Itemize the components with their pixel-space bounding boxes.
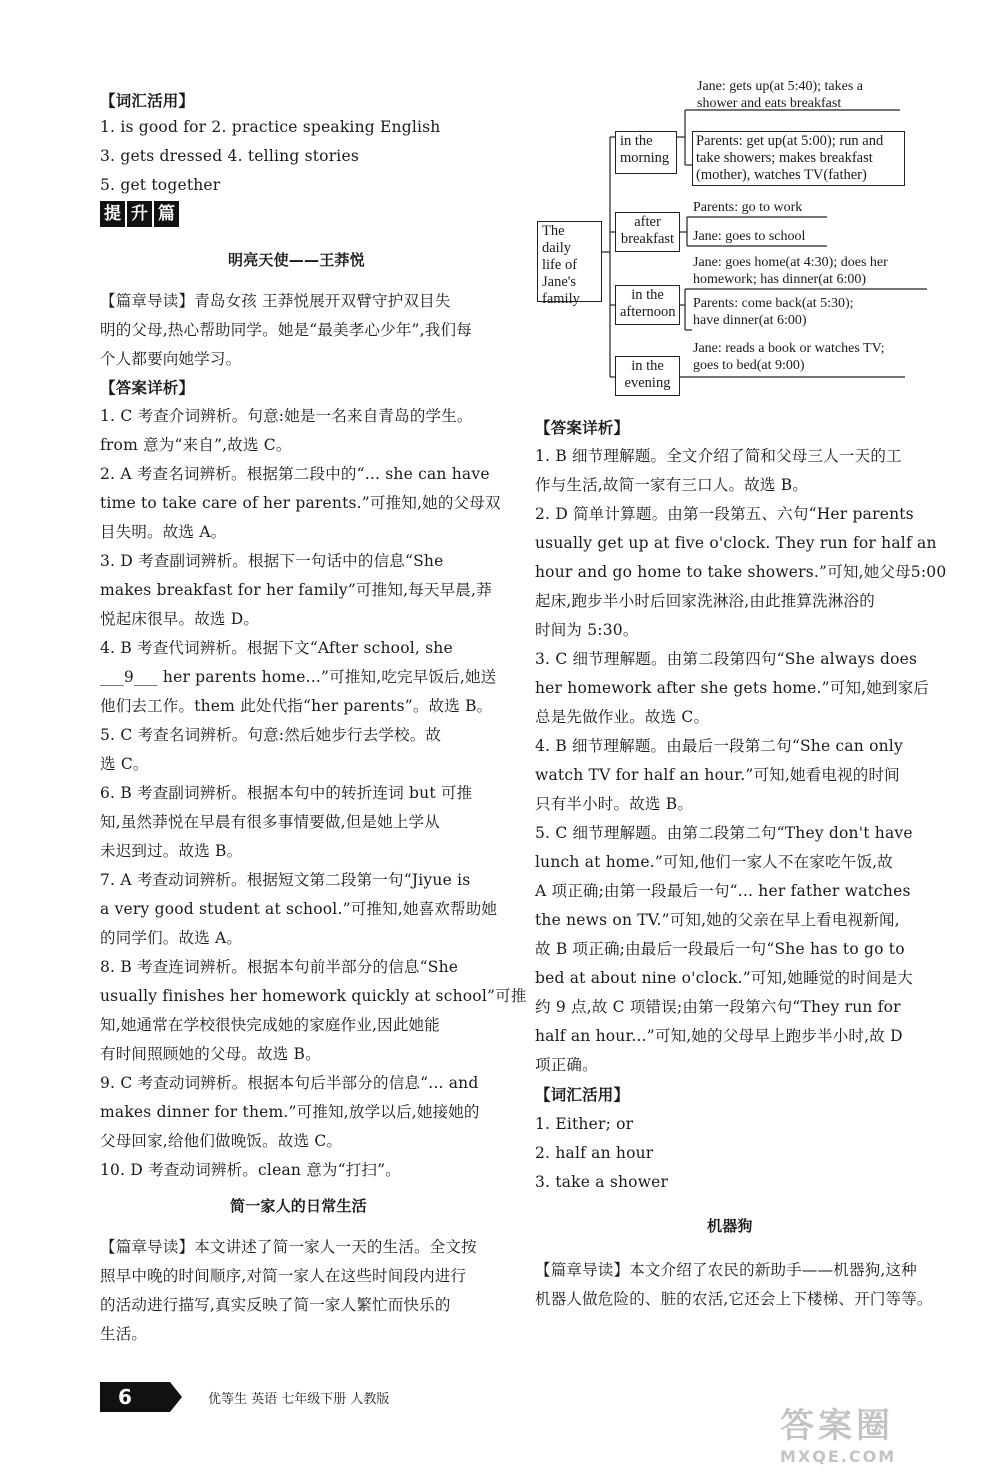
answer-line: 项正确。 xyxy=(535,1056,598,1074)
answer-line: 7. A 考查动词辨析。根据短文第二段第一句“Jiyue is xyxy=(100,871,471,889)
vocab-line: 3. gets dressed 4. telling stories xyxy=(100,147,359,165)
answer-line: 2. A 考查名词辨析。根据第二段中的“... she can have xyxy=(100,465,490,483)
page-number-tag xyxy=(100,1382,182,1412)
story-title: 明亮天使——王莽悦 xyxy=(228,251,365,269)
answer-line: usually finishes her homework quickly at school”可推 xyxy=(100,987,527,1005)
vocab-line: 1. is good for 2. practice speaking English xyxy=(100,118,441,136)
answer-line: ___9___ her parents home...”可推知,吃完早饭后,她送 xyxy=(100,668,497,686)
watermark-main: 答案圈 xyxy=(780,1406,894,1446)
evening-jane-text xyxy=(693,340,885,374)
answer-line: 知,她通常在学校很快完成她的家庭作业,因此她能 xyxy=(100,1016,440,1034)
text-line: Parents: get up(at 5:00); run and xyxy=(696,133,884,149)
banner-char: 篇 xyxy=(154,201,179,227)
footer-book-info: 优等生 英语 七年级下册 人教版 xyxy=(208,1392,390,1407)
answer-line: 3. C 细节理解题。由第二段第四句“She always does xyxy=(535,650,918,668)
answer-line: bed at about nine o'clock.”可知,她睡觉的时间是大 xyxy=(535,969,914,987)
answer-line: 2. D 简单计算题。由第一段第五、六句“Her parents xyxy=(535,505,914,523)
answer-line: 8. B 考查连词辨析。根据本句前半部分的信息“She xyxy=(100,958,459,976)
answer-line: 约 9 点,故 C 项错误;由第一段第六句“They run for xyxy=(535,998,901,1016)
text-line: Jane: goes home(at 4:30); does her xyxy=(693,255,888,270)
root-line: Jane's xyxy=(542,274,577,290)
label-line: in the xyxy=(631,358,664,374)
answer-line: 1. B 细节理解题。全文介绍了简和父母三人一天的工 xyxy=(535,447,902,465)
text-line: Jane: gets up(at 5:40); takes a xyxy=(697,79,864,94)
answer-line: 目失明。故选 A。 xyxy=(100,523,227,541)
answer-line: hour and go home to take showers.”可知,她父母5:00 xyxy=(535,563,947,581)
afternoon-parents-text xyxy=(693,295,854,329)
text-line: Jane: reads a book or watches TV; xyxy=(693,341,885,356)
label-line: after xyxy=(634,214,661,230)
answer-line: her homework after she gets home.”可知,她到家后 xyxy=(535,679,930,697)
answer-line: 9. C 考查动词辨析。根据本句后半部分的信息“... and xyxy=(100,1074,479,1092)
vocab-heading: 【词汇活用】 xyxy=(100,92,195,110)
morning-jane-text xyxy=(697,78,863,112)
banner-char: 升 xyxy=(127,201,152,227)
vocab-line: 5. get together xyxy=(100,176,221,194)
answer-line: time to take care of her parents.”可推知,她的父母双 xyxy=(100,494,501,512)
banner-char: 提 xyxy=(100,201,125,227)
after-jane-text: Jane: goes to school xyxy=(693,229,806,244)
answer-line: A 项正确;由第一段最后一句“... her father watches xyxy=(535,882,911,900)
text-line: (mother), watches TV(father) xyxy=(696,167,867,183)
label-line: afternoon xyxy=(620,304,676,320)
vocab-line: 3. take a shower xyxy=(535,1173,669,1191)
label-line: morning xyxy=(620,150,670,166)
diagram-evening-label xyxy=(615,356,680,396)
story-title: 简一家人的日常生活 xyxy=(230,1197,367,1215)
answer-line: 时间为 5:30。 xyxy=(535,621,639,639)
answer-line: half an hour...”可知,她的父母早上跑步半小时,故 D xyxy=(535,1027,903,1045)
answer-line: 的同学们。故选 A。 xyxy=(100,929,243,947)
answer-line: 有时间照顾她的父母。故选 B。 xyxy=(100,1045,321,1063)
answer-line: 5. C 细节理解题。由第二段第二句“They don't have xyxy=(535,824,913,842)
story-intro-line: 照早中晚的时间顺序,对简一家人在这些时间段内进行 xyxy=(100,1267,467,1285)
answer-line: a very good student at school.”可推知,她喜欢帮助她 xyxy=(100,900,498,918)
answer-line: makes breakfast for her family”可推知,每天早晨,莽 xyxy=(100,581,492,599)
watermark-sub: MXQE.COM xyxy=(780,1447,897,1466)
story-intro-line: 【篇章导读】青岛女孩 王莽悦展开双臂守护双目失 xyxy=(100,292,451,310)
text-line: goes to bed(at 9:00) xyxy=(693,358,805,373)
answer-line: 5. C 考查名词辨析。句意:然后她步行去学校。故 xyxy=(100,726,442,744)
text-line: Parents: come back(at 5:30); xyxy=(693,296,854,311)
answer-line: 1. C 考查介词辨析。句意:她是一名来自青岛的学生。 xyxy=(100,407,473,425)
answer-line: 他们去工作。them 此处代指“her parents”。故选 B。 xyxy=(100,697,493,715)
answer-line: from 意为“来自”,故选 C。 xyxy=(100,436,292,454)
answers-heading: 【答案详析】 xyxy=(100,379,195,397)
answer-line: 10. D 考查动词辨析。clean 意为“打扫”。 xyxy=(100,1161,401,1179)
answer-line: 未迟到过。故选 B。 xyxy=(100,842,243,860)
section-banner xyxy=(100,201,179,227)
label-line: evening xyxy=(624,375,671,391)
diagram-after-breakfast-label xyxy=(615,212,680,252)
watermark-logo xyxy=(780,1398,980,1466)
after-parents-text: Parents: go to work xyxy=(693,200,803,215)
answers-heading: 【答案详析】 xyxy=(535,419,630,437)
page-number: 6 xyxy=(100,1382,170,1412)
story-title: 机器狗 xyxy=(707,1217,753,1235)
answer-line: makes dinner for them.”可推知,放学以后,她接她的 xyxy=(100,1103,480,1121)
root-line: life of xyxy=(542,257,578,273)
afternoon-jane-text xyxy=(693,254,888,288)
diagram-root xyxy=(537,221,602,307)
label-line: in the xyxy=(620,133,653,149)
answer-line: 只有半小时。故选 B。 xyxy=(535,795,694,813)
answer-line: 悦起床很早。故选 D。 xyxy=(100,610,260,628)
story-intro-line: 机器人做危险的、脏的农活,它还会上下楼梯、开门等等。 xyxy=(535,1290,933,1308)
answer-line: watch TV for half an hour.”可知,她看电视的时间 xyxy=(535,766,900,784)
text-line: have dinner(at 6:00) xyxy=(693,313,807,328)
diagram-morning-label xyxy=(615,131,677,174)
story-intro-line: 【篇章导读】本文讲述了简一家人一天的生活。全文按 xyxy=(100,1238,477,1256)
root-line: family xyxy=(542,291,580,307)
root-line: The daily xyxy=(542,223,571,256)
answer-line: 起床,跑步半小时后回家洗淋浴,由此推算洗淋浴的 xyxy=(535,592,875,610)
answer-line: lunch at home.”可知,他们一家人不在家吃午饭,故 xyxy=(535,853,894,871)
morning-parents-box xyxy=(692,131,905,186)
answer-line: 作与生活,故简一家有三口人。故选 B。 xyxy=(535,476,809,494)
answer-line: 总是先做作业。故选 C。 xyxy=(535,708,710,726)
family-daily-life-diagram xyxy=(535,80,935,400)
answer-line: the news on TV.”可知,她的父亲在早上看电视新闻, xyxy=(535,911,900,929)
text-line: homework; has dinner(at 6:00) xyxy=(693,272,867,287)
vocab-line: 1. Either; or xyxy=(535,1115,634,1133)
answer-line: 知,虽然莽悦在早晨有很多事情要做,但是她上学从 xyxy=(100,813,440,831)
answer-line: 4. B 细节理解题。由最后一段第二句“She can only xyxy=(535,737,903,755)
answer-line: 6. B 考查副词辨析。根据本句中的转折连词 but 可推 xyxy=(100,784,473,802)
answer-line: usually get up at five o'clock. They run for half an xyxy=(535,534,937,552)
story-intro-line: 个人都要向她学习。 xyxy=(100,350,242,368)
tag-arrow-icon xyxy=(170,1382,182,1412)
label-line: in the xyxy=(631,287,664,303)
answer-line: 4. B 考查代词辨析。根据下文“After school, she xyxy=(100,639,453,657)
vocab-heading: 【词汇活用】 xyxy=(535,1086,630,1104)
text-line: take showers; makes breakfast xyxy=(696,150,873,166)
answer-line: 父母回家,给他们做晚饭。故选 C。 xyxy=(100,1132,343,1150)
story-intro-line: 【篇章导读】本文介绍了农民的新助手——机器狗,这种 xyxy=(535,1261,917,1279)
answer-line: 3. D 考查副词辨析。根据下一句话中的信息“She xyxy=(100,552,444,570)
label-line: breakfast xyxy=(620,231,675,247)
answer-line: 选 C。 xyxy=(100,755,149,773)
vocab-line: 2. half an hour xyxy=(535,1144,654,1162)
text-line: shower and eats breakfast xyxy=(697,96,842,111)
story-intro-line: 生活。 xyxy=(100,1325,148,1343)
answer-line: 故 B 项正确;由最后一段最后一句“She has to go to xyxy=(535,940,905,958)
diagram-afternoon-label xyxy=(615,285,680,325)
story-intro-line: 明的父母,热心帮助同学。她是“最美孝心少年”,我们每 xyxy=(100,321,472,339)
story-intro-line: 的活动进行描写,真实反映了简一家人繁忙而快乐的 xyxy=(100,1296,451,1314)
